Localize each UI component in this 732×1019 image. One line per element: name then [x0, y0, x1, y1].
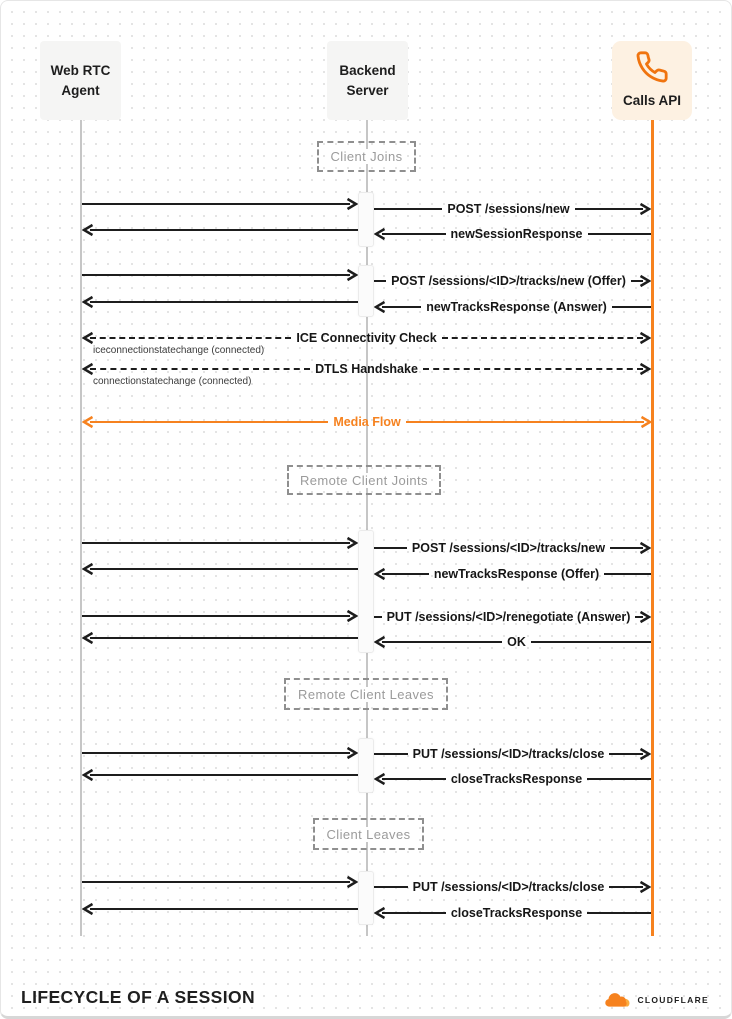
message-label: newTracksResponse (Offer) — [433, 566, 600, 581]
actor-label: Server — [346, 82, 389, 98]
activation-bar — [358, 265, 374, 317]
arrow-new-tracks-response-answer — [374, 299, 651, 315]
section-remote-client-leaves — [284, 678, 448, 710]
arrow-new-tracks-response-offer — [374, 566, 651, 582]
arrow-backend-to-agent — [82, 767, 358, 783]
arrow-agent-to-backend — [82, 535, 358, 551]
actor-label: Web RTC — [50, 62, 111, 78]
arrow-media-flow — [82, 414, 652, 430]
arrow-backend-to-agent — [82, 630, 358, 646]
message-label: newTracksResponse (Answer) — [426, 299, 607, 314]
cloudflare-cloud-icon — [605, 992, 633, 1008]
actor-backend-server — [327, 41, 408, 120]
message-label: POST /sessions/new — [447, 201, 570, 216]
arrow-dtls-handshake — [82, 361, 651, 377]
message-label: OK — [507, 634, 526, 649]
arrow-agent-to-backend — [82, 196, 358, 212]
ice-state-note: iceconnectionstatechange (connected) — [93, 345, 265, 356]
message-label: newSessionResponse — [450, 226, 583, 241]
arrow-agent-to-backend — [82, 267, 358, 283]
message-label: PUT /sessions/<ID>/tracks/close — [412, 879, 605, 894]
message-label: PUT /sessions/<ID>/tracks/close — [412, 746, 605, 761]
message-label: closeTracksResponse — [450, 771, 583, 786]
section-client-leaves — [313, 818, 424, 850]
message-label: PUT /sessions/<ID>/renegotiate (Answer) — [386, 609, 631, 624]
activation-bar — [358, 871, 374, 925]
arrow-post-sessions-new — [374, 201, 651, 217]
message-label: DTLS Handshake — [315, 361, 418, 376]
page-title: LIFECYCLE OF A SESSION — [21, 987, 256, 1007]
actor-calls-api — [612, 41, 692, 120]
arrow-put-tracks-close — [374, 879, 651, 895]
actor-label: Calls API — [622, 93, 682, 109]
activation-bar — [358, 192, 374, 247]
section-label: Remote Client Leaves — [295, 687, 437, 702]
actor-label: Agent — [61, 82, 100, 98]
arrow-ok-response — [374, 634, 651, 650]
activation-bar — [358, 738, 374, 793]
arrow-agent-to-backend — [82, 874, 358, 890]
arrow-agent-to-backend — [82, 608, 358, 624]
arrow-close-tracks-response — [374, 905, 651, 921]
message-label: ICE Connectivity Check — [296, 330, 437, 345]
message-label: POST /sessions/<ID>/tracks/new (Offer) — [391, 273, 626, 288]
brand-name: CLOUDFLARE — [637, 995, 709, 1005]
arrow-post-tracks-new — [374, 540, 651, 556]
arrow-backend-to-agent — [82, 294, 358, 310]
phone-icon — [635, 50, 669, 84]
arrow-agent-to-backend — [82, 745, 358, 761]
section-client-joins — [317, 141, 416, 172]
arrow-backend-to-agent — [82, 222, 358, 238]
arrow-put-renegotiate-answer — [374, 609, 651, 625]
section-remote-client-joins — [287, 465, 441, 495]
section-label: Client Leaves — [324, 827, 414, 842]
arrow-post-tracks-new-offer — [374, 273, 651, 289]
arrow-close-tracks-response — [374, 771, 651, 787]
arrow-ice-connectivity-check — [82, 330, 651, 346]
cloudflare-logo — [605, 992, 709, 1008]
actor-webrtc-agent — [40, 41, 121, 120]
message-label: Media Flow — [333, 414, 401, 429]
actor-label: Backend — [339, 62, 396, 78]
lifeline-webrtc-agent — [80, 120, 82, 936]
connection-state-note: connectionstatechange (connected) — [93, 376, 252, 387]
arrow-new-session-response — [374, 226, 651, 242]
section-label: Remote Client Joints — [297, 473, 431, 488]
activation-bar — [358, 530, 374, 653]
section-label: Client Joins — [328, 149, 406, 164]
message-label: POST /sessions/<ID>/tracks/new — [411, 540, 606, 555]
lifeline-calls-api — [651, 120, 654, 936]
message-label: closeTracksResponse — [450, 905, 583, 920]
arrow-put-tracks-close — [374, 746, 651, 762]
arrow-backend-to-agent — [82, 901, 358, 917]
arrow-backend-to-agent — [82, 561, 358, 577]
